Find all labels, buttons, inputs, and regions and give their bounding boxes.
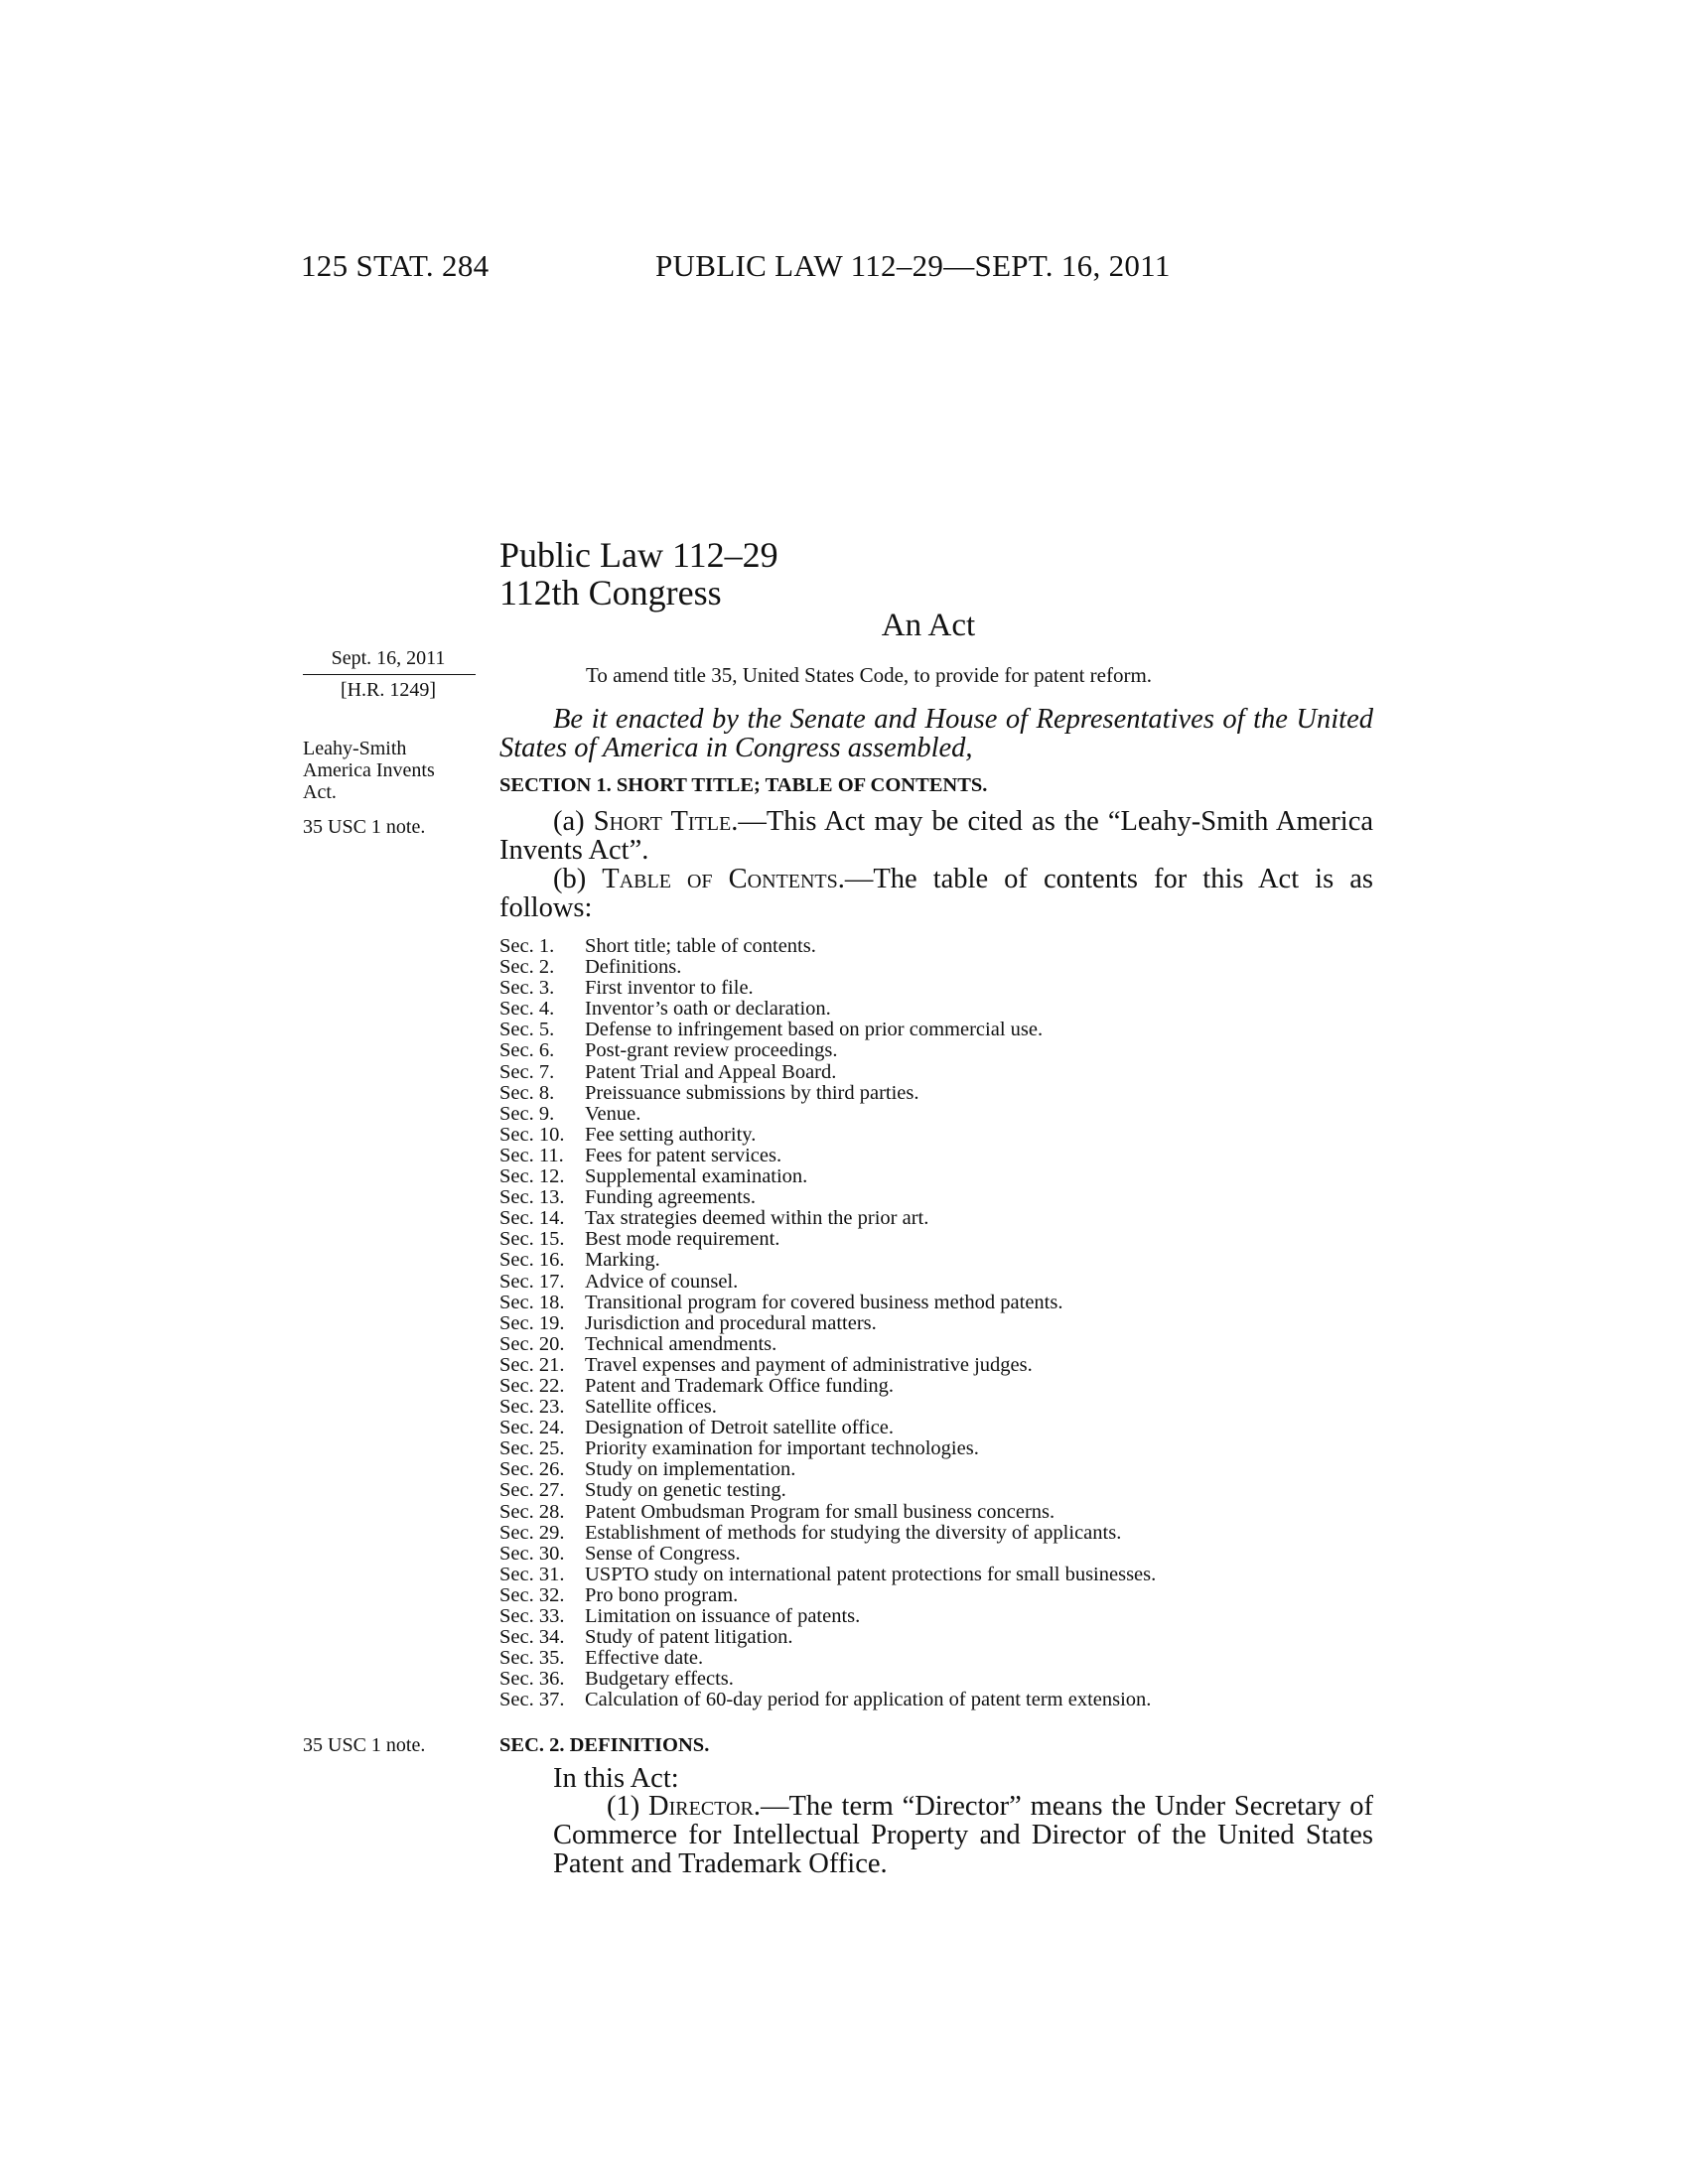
toc-section-number: Sec. 18. [499, 1291, 565, 1313]
toc-item [499, 1250, 1156, 1271]
toc-section-number: Sec. 5. [499, 1019, 555, 1041]
toc-section-number: Sec. 26. [499, 1458, 565, 1481]
toc-section-number: Sec. 23. [499, 1396, 565, 1419]
running-head-title: PUBLIC LAW 112–29—SEPT. 16, 2011 [655, 248, 1171, 283]
toc-item [499, 1313, 1156, 1334]
toc-section-title: Fees for patent services. [585, 1144, 782, 1166]
toc-item [499, 1376, 1156, 1397]
congress-label: 112th Congress [499, 573, 722, 613]
toc-section-number: Sec. 4. [499, 998, 555, 1021]
section-2-heading: SEC. 2. DEFINITIONS. [499, 1734, 710, 1756]
toc-item [499, 1397, 1156, 1418]
toc-item [499, 936, 1156, 957]
toc-section-number: Sec. 35. [499, 1647, 565, 1670]
toc-item [499, 1040, 1156, 1061]
toc-section-number: Sec. 6. [499, 1039, 555, 1062]
toc-section-title: Study of patent litigation. [585, 1626, 793, 1649]
toc-section-title: Marking. [585, 1249, 660, 1272]
paragraph-table-of-contents [499, 865, 1373, 922]
toc-section-title: Best mode requirement. [585, 1228, 780, 1251]
toc-section-title: Priority examination for important technologies. [585, 1437, 979, 1460]
toc-item [499, 1334, 1156, 1355]
law-number: Public Law 112–29 [499, 535, 778, 575]
toc-section-title: Study on implementation. [585, 1458, 796, 1481]
toc-item [499, 1125, 1156, 1146]
toc-section-number: Sec. 12. [499, 1165, 565, 1188]
toc-item [499, 1480, 1156, 1501]
toc-section-number: Sec. 33. [499, 1605, 565, 1627]
toc-section-number: Sec. 7. [499, 1060, 555, 1083]
toc-item [499, 1459, 1156, 1480]
paragraph-caption: Table of Contents [602, 864, 838, 894]
paragraph-label: (1) [607, 1791, 649, 1822]
toc-section-title: First inventor to file. [585, 977, 754, 1000]
toc-section-title: Patent and Trademark Office funding. [585, 1374, 895, 1397]
toc-section-number: Sec. 31. [499, 1563, 565, 1585]
toc-item [499, 1438, 1156, 1459]
toc-section-number: Sec. 3. [499, 977, 555, 1000]
toc-item [499, 1208, 1156, 1229]
toc-section-number: Sec. 27. [499, 1479, 565, 1502]
paragraph-text: .—This Act may be cited as the “Leahy-Smith America Invents Act”. [499, 806, 1373, 866]
paragraph-text: .—The table of contents for this Act is as follows: [499, 864, 1373, 923]
toc-section-title: Technical amendments. [585, 1332, 777, 1355]
toc-section-number: Sec. 9. [499, 1102, 555, 1125]
paragraph-director [553, 1792, 1373, 1878]
toc-section-number: Sec. 16. [499, 1249, 565, 1272]
toc-section-number: Sec. 21. [499, 1353, 565, 1376]
act-purpose: To amend title 35, United States Code, to provide for patent reform. [586, 663, 1153, 687]
toc-section-title: Post-grant review proceedings. [585, 1039, 838, 1062]
toc-section-title: Pro bono program. [585, 1583, 739, 1606]
toc-section-number: Sec. 2. [499, 956, 555, 979]
toc-item [499, 1293, 1156, 1313]
toc-section-title: Satellite offices. [585, 1396, 717, 1419]
paragraph-text: .—The term “Director” means the Under Secretary of Commerce for Intellectual Property and Director of the United States Patent and Trademark Office. [553, 1791, 1373, 1879]
paragraph-label: (a) [553, 806, 594, 837]
toc-section-title: Travel expenses and payment of administrative judges. [585, 1353, 1033, 1376]
margin-date: Sept. 16, 2011 [331, 647, 446, 669]
paragraph-caption: Director [648, 1791, 754, 1822]
toc-section-number: Sec. 1. [499, 935, 555, 957]
toc-section-number: Sec. 20. [499, 1332, 565, 1355]
toc-section-title: Inventor’s oath or declaration. [585, 998, 831, 1021]
toc-section-title: Jurisdiction and procedural matters. [585, 1311, 877, 1334]
toc-section-number: Sec. 11. [499, 1144, 564, 1166]
toc-section-title: Designation of Detroit satellite office. [585, 1417, 895, 1439]
toc-section-title: USPTO study on international patent protections for small businesses. [585, 1563, 1157, 1585]
paragraph-caption: Short Title [593, 806, 732, 837]
margin-bill-number: [H.R. 1249] [340, 679, 437, 701]
toc-item [499, 1083, 1156, 1104]
toc-item [499, 1020, 1156, 1040]
toc-section-title: Budgetary effects. [585, 1668, 734, 1691]
toc-section-title: Calculation of 60-day period for application of patent term extension. [585, 1689, 1152, 1711]
paragraph-short-title [499, 807, 1373, 865]
table-of-contents [499, 936, 1156, 1710]
toc-section-title: Fee setting authority. [585, 1123, 757, 1146]
toc-item [499, 1146, 1156, 1166]
toc-item [499, 1355, 1156, 1376]
toc-item [499, 1690, 1156, 1710]
paragraph-label: (b) [553, 864, 603, 894]
toc-section-number: Sec. 28. [499, 1500, 565, 1523]
toc-section-title: Preissuance submissions by third parties. [585, 1081, 919, 1104]
toc-section-title: Short title; table of contents. [585, 935, 816, 957]
toc-section-title: Study on genetic testing. [585, 1479, 786, 1502]
section-1-heading: SECTION 1. SHORT TITLE; TABLE OF CONTENTS. [499, 774, 988, 796]
toc-section-number: Sec. 15. [499, 1228, 565, 1251]
toc-section-title: Patent Ombudsman Program for small business concerns. [585, 1500, 1055, 1523]
enacting-clause: Be it enacted by the Senate and House of Representatives of the United States of America in Congress assembled, [499, 704, 1373, 763]
toc-section-number: Sec. 17. [499, 1270, 565, 1293]
toc-section-number: Sec. 34. [499, 1626, 565, 1649]
toc-section-number: Sec. 13. [499, 1186, 565, 1209]
toc-section-title: Venue. [585, 1102, 641, 1125]
toc-item [499, 1523, 1156, 1544]
toc-item [499, 1229, 1156, 1250]
toc-item [499, 1187, 1156, 1208]
toc-section-number: Sec. 19. [499, 1311, 565, 1334]
toc-item [499, 1627, 1156, 1648]
toc-item [499, 978, 1156, 999]
toc-section-title: Limitation on issuance of patents. [585, 1605, 861, 1627]
margin-date-block [303, 647, 474, 702]
toc-section-number: Sec. 32. [499, 1583, 565, 1606]
toc-section-number: Sec. 10. [499, 1123, 565, 1146]
toc-section-number: Sec. 24. [499, 1417, 565, 1439]
toc-item [499, 1544, 1156, 1565]
toc-item [499, 1669, 1156, 1690]
toc-item [499, 1166, 1156, 1187]
act-heading: An Act [881, 608, 976, 643]
margin-short-title: Leahy-Smith America Invents Act. [303, 738, 435, 803]
toc-section-number: Sec. 37. [499, 1689, 565, 1711]
toc-item [499, 1648, 1156, 1669]
toc-section-title: Defense to infringement based on prior commercial use. [585, 1019, 1044, 1041]
toc-section-title: Funding agreements. [585, 1186, 756, 1209]
toc-section-title: Supplemental examination. [585, 1165, 808, 1188]
toc-item [499, 1502, 1156, 1523]
margin-usc-note: 35 USC 1 note. [303, 816, 426, 838]
toc-section-number: Sec. 22. [499, 1374, 565, 1397]
toc-section-title: Advice of counsel. [585, 1270, 739, 1293]
toc-item [499, 1418, 1156, 1438]
toc-section-title: Transitional program for covered business method patents. [585, 1291, 1063, 1313]
toc-item [499, 1606, 1156, 1627]
toc-section-number: Sec. 25. [499, 1437, 565, 1460]
toc-section-title: Tax strategies deemed within the prior art. [585, 1207, 929, 1230]
margin-usc-note: 35 USC 1 note. [303, 1734, 426, 1756]
toc-section-number: Sec. 36. [499, 1668, 565, 1691]
toc-item [499, 1272, 1156, 1293]
toc-section-title: Patent Trial and Appeal Board. [585, 1060, 837, 1083]
toc-section-number: Sec. 30. [499, 1542, 565, 1565]
toc-section-title: Sense of Congress. [585, 1542, 741, 1565]
toc-item [499, 1062, 1156, 1083]
toc-section-title: Effective date. [585, 1647, 704, 1670]
toc-section-number: Sec. 8. [499, 1081, 555, 1104]
toc-item [499, 1565, 1156, 1585]
section-2-intro: In this Act: [553, 1763, 679, 1794]
stat-reference: 125 STAT. 284 [301, 248, 490, 283]
toc-item [499, 1104, 1156, 1125]
toc-section-title: Establishment of methods for studying the diversity of applicants. [585, 1521, 1122, 1544]
toc-item [499, 957, 1156, 978]
toc-section-number: Sec. 14. [499, 1207, 565, 1230]
toc-item [499, 999, 1156, 1020]
toc-section-title: Definitions. [585, 956, 682, 979]
toc-item [499, 1585, 1156, 1606]
toc-section-number: Sec. 29. [499, 1521, 565, 1544]
